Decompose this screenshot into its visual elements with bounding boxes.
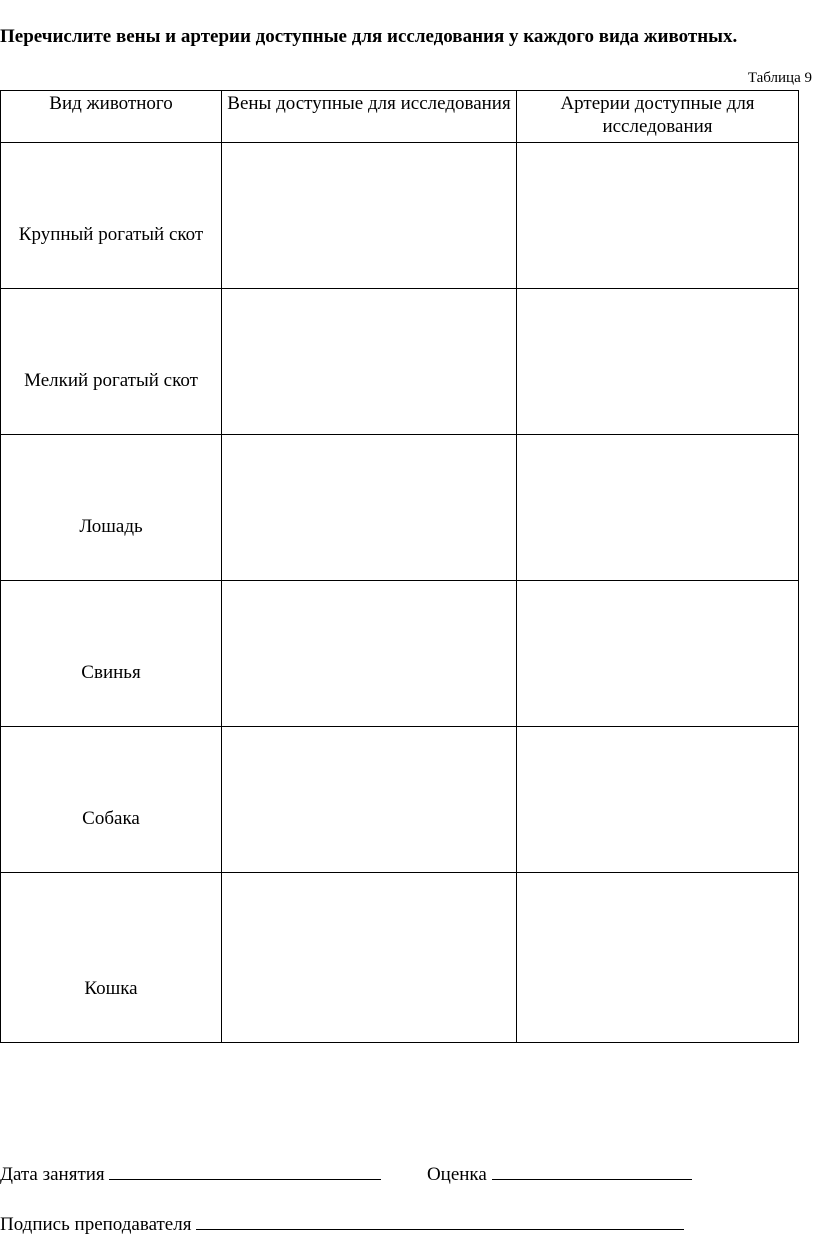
date-field[interactable] — [109, 1160, 381, 1180]
animal-cell: Крупный рогатый скот — [1, 143, 222, 289]
table-row — [1, 435, 799, 581]
task-title: Перечислите вены и артерии доступные для исследования у каждого вида животных. — [0, 26, 738, 47]
header-veins: Вены доступные для исследования — [222, 91, 517, 143]
animal-cell: Лошадь — [1, 435, 222, 581]
table-row — [1, 581, 799, 727]
animal-cell: Свинья — [1, 581, 222, 727]
veins-cell[interactable] — [222, 143, 517, 289]
date-label: Дата занятия — [0, 1164, 105, 1185]
veins-cell[interactable] — [222, 581, 517, 727]
signature-label: Подпись преподавателя — [0, 1214, 192, 1235]
animals-vessels-table — [0, 90, 799, 1043]
table-row — [1, 727, 799, 873]
veins-cell[interactable] — [222, 435, 517, 581]
table-row — [1, 143, 799, 289]
arteries-cell[interactable] — [517, 435, 799, 581]
signature-line — [0, 1210, 684, 1236]
table-row — [1, 289, 799, 435]
veins-cell[interactable] — [222, 289, 517, 435]
table-header-row — [1, 91, 799, 143]
signature-field[interactable] — [196, 1210, 684, 1230]
animal-cell: Собака — [1, 727, 222, 873]
arteries-cell[interactable] — [517, 581, 799, 727]
animal-cell: Мелкий рогатый скот — [1, 289, 222, 435]
animal-cell: Кошка — [1, 873, 222, 1043]
grade-label: Оценка — [426, 1164, 487, 1185]
veins-cell[interactable] — [222, 727, 517, 873]
arteries-cell[interactable] — [517, 143, 799, 289]
date-grade-line — [0, 1160, 692, 1186]
table-number-label: Таблица 9 — [747, 70, 812, 86]
arteries-cell[interactable] — [517, 289, 799, 435]
grade-field[interactable] — [492, 1160, 692, 1180]
arteries-cell[interactable] — [517, 873, 799, 1043]
header-animal-type: Вид животного — [1, 91, 222, 143]
header-arteries: Артерии доступные для исследования — [517, 91, 799, 143]
table-row — [1, 873, 799, 1043]
arteries-cell[interactable] — [517, 727, 799, 873]
veins-cell[interactable] — [222, 873, 517, 1043]
